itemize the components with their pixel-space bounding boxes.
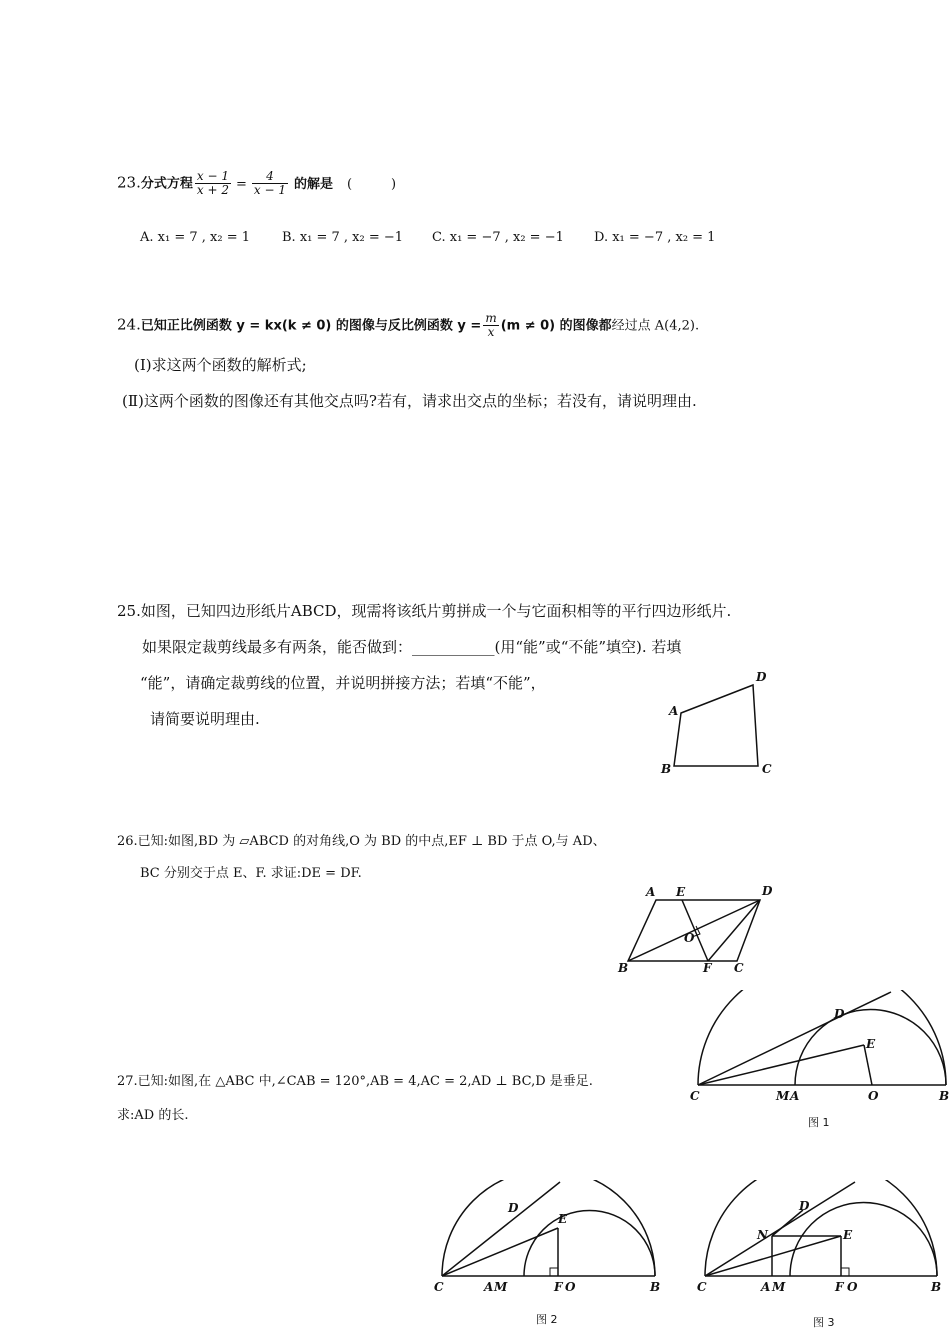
- line-ce: [705, 1236, 841, 1276]
- label-e: E: [866, 1037, 876, 1051]
- q24-part-1: (I)求这两个函数的解析式;: [134, 356, 307, 374]
- label-b: B: [661, 762, 672, 776]
- q27-line-2: 求:AD 的长.: [117, 1108, 189, 1123]
- label-c: C: [697, 1280, 707, 1294]
- label-e: E: [676, 885, 686, 899]
- label-f: F: [554, 1280, 563, 1294]
- label-b: B: [939, 1089, 950, 1103]
- question-24: [117, 312, 699, 339]
- label-o: O: [868, 1089, 879, 1103]
- label-c: C: [434, 1280, 444, 1294]
- label-d: D: [799, 1199, 810, 1213]
- label-a: A: [790, 1089, 800, 1103]
- q23-option-b: B. x₁ = 7 , x₂ = −1: [282, 230, 404, 245]
- label-a: A: [646, 885, 656, 899]
- q23-option-a: A. x₁ = 7 , x₂ = 1: [140, 230, 250, 245]
- right-angle-mark: [841, 1268, 849, 1276]
- q23-prefix: 分式方程: [140, 176, 193, 192]
- line-ce: [442, 1228, 558, 1276]
- q24-fraction: [483, 312, 498, 339]
- right-angle-mark: [550, 1268, 558, 1276]
- q23-option-d: D. x₁ = −7 , x₂ = 1: [594, 230, 716, 245]
- q23-answer-blank: ( ): [346, 176, 397, 192]
- label-c: C: [690, 1089, 700, 1103]
- label-o: O: [684, 931, 695, 945]
- large-semicircle: [442, 1180, 655, 1276]
- label-b: B: [931, 1280, 942, 1294]
- figure-3: [695, 1180, 945, 1330]
- label-d: D: [762, 884, 773, 898]
- quadrilateral-abcd: [674, 685, 758, 766]
- label-a: A: [761, 1280, 771, 1294]
- q23-option-c: C. x₁ = −7 , x₂ = −1: [432, 230, 564, 245]
- figure-2-caption: 图 2: [536, 1313, 558, 1326]
- label-f: F: [703, 961, 712, 975]
- label-m: M: [772, 1280, 786, 1294]
- q26-line-1: 26.已知:如图,BD 为 ▱ABCD 的对角线,O 为 BD 的中点,EF ⊥ BD 于点 O,与 AD、: [117, 834, 606, 849]
- q23-frac1-num: x − 1: [196, 169, 229, 183]
- q25-line-4: 请简要说明理由.: [150, 710, 260, 728]
- label-d: D: [834, 1007, 845, 1021]
- segment-nd: [772, 1210, 803, 1236]
- figure-2: [430, 1180, 670, 1330]
- q23-suffix: 的解是: [293, 176, 333, 192]
- label-c: C: [734, 961, 744, 975]
- q25-quadrilateral-figure: [660, 665, 790, 780]
- q25-line-1: 25.如图，已知四边形纸片ABCD，现需将该纸片剪拼成一个与它面积相等的平行四边形纸片.: [117, 602, 732, 620]
- q23-frac2-num: 4: [252, 170, 288, 184]
- line-cd-extended: [442, 1182, 560, 1276]
- label-f: F: [835, 1280, 844, 1294]
- q23-fraction-2: [252, 170, 288, 197]
- label-o: O: [847, 1280, 858, 1294]
- label-e: E: [843, 1228, 853, 1242]
- q24-frac-den: x: [487, 325, 495, 339]
- q23-number: 23.: [117, 173, 141, 192]
- label-o: O: [565, 1280, 576, 1294]
- label-m: M: [494, 1280, 508, 1294]
- question-23: [117, 170, 396, 197]
- q26-parallelogram-figure: [612, 880, 792, 980]
- q24-frac-num: m: [485, 311, 497, 325]
- label-c: C: [762, 762, 772, 776]
- q27-line-1: 27.已知:如图,在 △ABC 中,∠CAB = 120°,AB = 4,AC = 2,AD ⊥ BC,D 是垂足.: [117, 1074, 593, 1089]
- segment-eo: [864, 1045, 872, 1085]
- line-ce: [698, 1045, 864, 1085]
- q24-stem-a: 已知正比例函数 y = kx(k ≠ 0) 的图像与反比例函数 y =: [140, 318, 482, 334]
- small-semicircle: [524, 1211, 655, 1277]
- q25-line-3: “能”，请确定裁剪线的位置，并说明拼接方法；若填“不能”，: [140, 674, 546, 692]
- label-b: B: [618, 961, 629, 975]
- q24-stem-b: (m ≠ 0) 的图像都: [500, 318, 612, 334]
- segment-df: [708, 900, 760, 961]
- label-n: N: [757, 1228, 768, 1242]
- q26-line-2: BC 分别交于点 E、F. 求证:DE = DF.: [140, 866, 362, 881]
- label-e: E: [558, 1212, 568, 1226]
- q24-number: 24.: [117, 315, 141, 334]
- q23-equals: =: [235, 176, 247, 192]
- label-a: A: [484, 1280, 494, 1294]
- label-d: D: [508, 1201, 519, 1215]
- figure-1: [688, 990, 950, 1130]
- label-a: A: [669, 704, 679, 718]
- figure-3-caption: 图 3: [813, 1316, 835, 1329]
- figure-1-caption: 图 1: [808, 1116, 830, 1129]
- label-d: D: [756, 670, 767, 684]
- small-semicircle: [790, 1203, 937, 1277]
- label-m: M: [776, 1089, 790, 1103]
- q23-fraction-1: [195, 170, 231, 197]
- q23-frac1-den: x + 2: [196, 183, 229, 197]
- large-semicircle: [698, 990, 946, 1085]
- q23-frac2-den: x − 1: [253, 183, 286, 197]
- q25-line-2: 如果限定裁剪线最多有两条，能否做到：___________(用“能”或“不能”填空). 若填: [142, 638, 682, 656]
- q24-stem-c: 经过点 A(4,2).: [611, 318, 700, 334]
- large-semicircle: [705, 1180, 937, 1276]
- q24-part-2: (Ⅱ)这两个函数的图像还有其他交点吗?若有，请求出交点的坐标；若没有，请说明理由.: [122, 392, 697, 410]
- label-b: B: [650, 1280, 661, 1294]
